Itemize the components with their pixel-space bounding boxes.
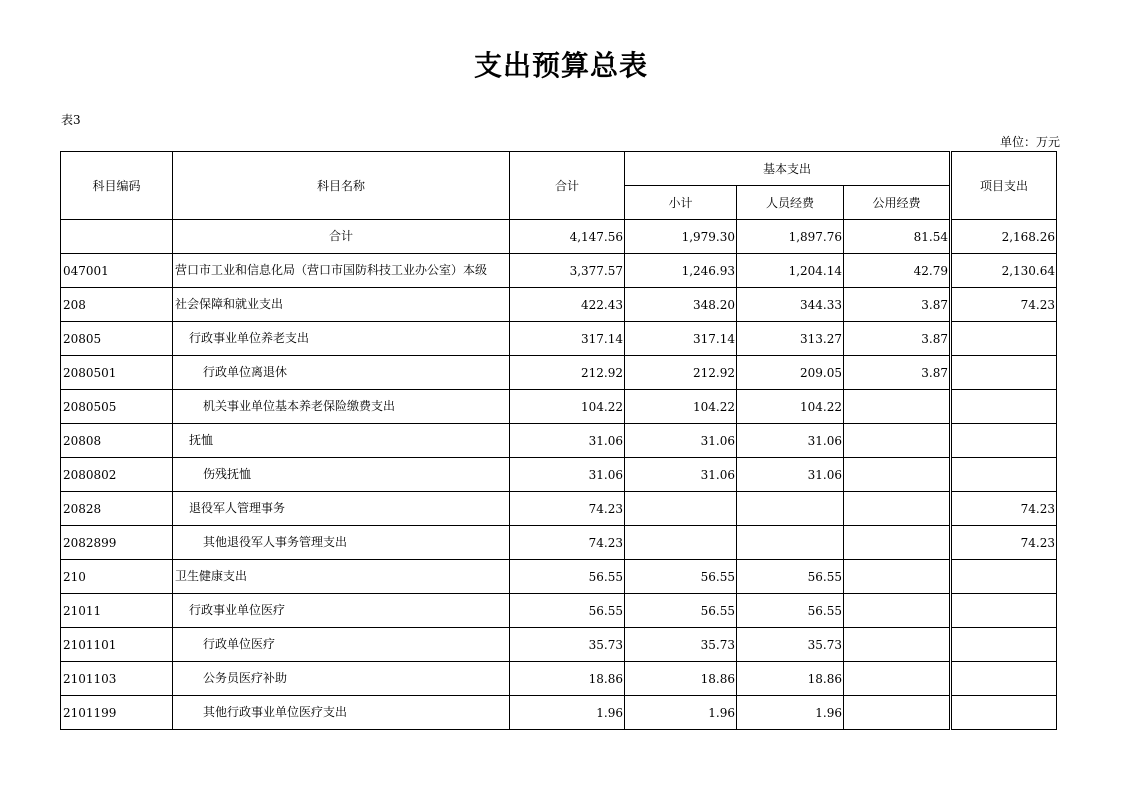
- cell-code: 2080501: [61, 356, 173, 390]
- table-row: [61, 560, 1057, 594]
- cell-total: 35.73: [510, 628, 625, 662]
- cell-code: 208: [61, 288, 173, 322]
- cell-public: 3.87: [844, 288, 951, 322]
- cell-public: [844, 424, 951, 458]
- cell-subtotal: 31.06: [625, 424, 737, 458]
- cell-name: 行政单位离退休: [173, 356, 510, 390]
- cell-public: 3.87: [844, 356, 951, 390]
- table-row: [61, 696, 1057, 730]
- cell-code: 21011: [61, 594, 173, 628]
- cell-subtotal: 1,979.30: [625, 220, 737, 254]
- cell-public: [844, 458, 951, 492]
- cell-code: 20828: [61, 492, 173, 526]
- cell-personnel: 31.06: [737, 424, 844, 458]
- cell-name: 公务员医疗补助: [173, 662, 510, 696]
- table-row: [61, 424, 1057, 458]
- cell-personnel: [737, 492, 844, 526]
- cell-name: 机关事业单位基本养老保险缴费支出: [173, 390, 510, 424]
- cell-personnel: 1,204.14: [737, 254, 844, 288]
- cell-subtotal: 212.92: [625, 356, 737, 390]
- cell-total: 56.55: [510, 560, 625, 594]
- header-total: 合计: [510, 152, 625, 220]
- cell-code: 20805: [61, 322, 173, 356]
- cell-personnel: 31.06: [737, 458, 844, 492]
- cell-public: 81.54: [844, 220, 951, 254]
- cell-project: [951, 390, 1057, 424]
- table-row: [61, 662, 1057, 696]
- cell-name: 行政单位医疗: [173, 628, 510, 662]
- header-personnel: 人员经费: [737, 186, 844, 220]
- header-public: 公用经费: [844, 186, 951, 220]
- cell-subtotal: 1,246.93: [625, 254, 737, 288]
- cell-personnel: [737, 526, 844, 560]
- cell-total: 74.23: [510, 526, 625, 560]
- table-number: 表3: [61, 113, 81, 127]
- header-project: 项目支出: [951, 152, 1057, 220]
- table-row: [61, 356, 1057, 390]
- cell-project: 2,168.26: [951, 220, 1057, 254]
- cell-total: 4,147.56: [510, 220, 625, 254]
- cell-project: 74.23: [951, 526, 1057, 560]
- cell-subtotal: 104.22: [625, 390, 737, 424]
- table-row: [61, 322, 1057, 356]
- cell-code: 2101103: [61, 662, 173, 696]
- cell-name: 抚恤: [173, 424, 510, 458]
- table-row: [61, 220, 1057, 254]
- cell-project: 74.23: [951, 492, 1057, 526]
- cell-project: [951, 594, 1057, 628]
- cell-name: 营口市工业和信息化局（营口市国防科技工业办公室）本级: [173, 254, 510, 288]
- cell-project: [951, 560, 1057, 594]
- cell-personnel: 1,897.76: [737, 220, 844, 254]
- cell-code: 210: [61, 560, 173, 594]
- cell-subtotal: 35.73: [625, 628, 737, 662]
- cell-public: 42.79: [844, 254, 951, 288]
- cell-subtotal: 18.86: [625, 662, 737, 696]
- cell-project: [951, 424, 1057, 458]
- page-title: 支出预算总表: [473, 49, 648, 82]
- cell-project: [951, 356, 1057, 390]
- table-row: [61, 492, 1057, 526]
- cell-project: 74.23: [951, 288, 1057, 322]
- cell-public: [844, 628, 951, 662]
- cell-total: 104.22: [510, 390, 625, 424]
- cell-project: [951, 458, 1057, 492]
- cell-subtotal: [625, 492, 737, 526]
- cell-total: 31.06: [510, 458, 625, 492]
- table-header: [61, 152, 1057, 220]
- cell-code: 047001: [61, 254, 173, 288]
- cell-code: 2080802: [61, 458, 173, 492]
- cell-personnel: 1.96: [737, 696, 844, 730]
- cell-name: 行政事业单位养老支出: [173, 322, 510, 356]
- header-basic: 基本支出: [625, 152, 951, 186]
- cell-total: 212.92: [510, 356, 625, 390]
- cell-code: 2082899: [61, 526, 173, 560]
- cell-personnel: 56.55: [737, 594, 844, 628]
- cell-public: [844, 526, 951, 560]
- cell-personnel: 104.22: [737, 390, 844, 424]
- cell-personnel: 313.27: [737, 322, 844, 356]
- cell-name: 伤残抚恤: [173, 458, 510, 492]
- cell-total: 317.14: [510, 322, 625, 356]
- cell-total: 3,377.57: [510, 254, 625, 288]
- cell-project: [951, 322, 1057, 356]
- cell-name: 其他退役军人事务管理支出: [173, 526, 510, 560]
- cell-code: [61, 220, 173, 254]
- cell-code: 2101199: [61, 696, 173, 730]
- cell-total: 56.55: [510, 594, 625, 628]
- cell-total: 74.23: [510, 492, 625, 526]
- cell-code: 20808: [61, 424, 173, 458]
- cell-personnel: 344.33: [737, 288, 844, 322]
- cell-public: [844, 560, 951, 594]
- cell-subtotal: 31.06: [625, 458, 737, 492]
- budget-table: [60, 151, 1057, 730]
- table-row: [61, 594, 1057, 628]
- table-row: [61, 458, 1057, 492]
- cell-name: 合计: [173, 220, 510, 254]
- cell-total: 18.86: [510, 662, 625, 696]
- cell-public: [844, 662, 951, 696]
- cell-project: 2,130.64: [951, 254, 1057, 288]
- table-row: [61, 628, 1057, 662]
- cell-subtotal: 56.55: [625, 594, 737, 628]
- cell-total: 31.06: [510, 424, 625, 458]
- cell-total: 1.96: [510, 696, 625, 730]
- cell-public: [844, 696, 951, 730]
- cell-subtotal: 56.55: [625, 560, 737, 594]
- cell-code: 2101101: [61, 628, 173, 662]
- cell-subtotal: [625, 526, 737, 560]
- header-name: 科目名称: [173, 152, 510, 220]
- cell-name: 卫生健康支出: [173, 560, 510, 594]
- cell-name: 其他行政事业单位医疗支出: [173, 696, 510, 730]
- table-row: [61, 390, 1057, 424]
- cell-name: 社会保障和就业支出: [173, 288, 510, 322]
- cell-project: [951, 628, 1057, 662]
- cell-name: 行政事业单位医疗: [173, 594, 510, 628]
- table-row: [61, 288, 1057, 322]
- cell-subtotal: 348.20: [625, 288, 737, 322]
- cell-public: [844, 594, 951, 628]
- cell-personnel: 209.05: [737, 356, 844, 390]
- cell-personnel: 35.73: [737, 628, 844, 662]
- cell-public: [844, 390, 951, 424]
- cell-personnel: 18.86: [737, 662, 844, 696]
- cell-name: 退役军人管理事务: [173, 492, 510, 526]
- cell-project: [951, 662, 1057, 696]
- cell-public: 3.87: [844, 322, 951, 356]
- cell-total: 422.43: [510, 288, 625, 322]
- header-subtotal: 小计: [625, 186, 737, 220]
- table-body: [61, 220, 1057, 730]
- table-row: [61, 254, 1057, 288]
- cell-project: [951, 696, 1057, 730]
- cell-personnel: 56.55: [737, 560, 844, 594]
- header-code: 科目编码: [61, 152, 173, 220]
- unit-label: 单位：万元: [999, 135, 1060, 149]
- cell-subtotal: 1.96: [625, 696, 737, 730]
- cell-subtotal: 317.14: [625, 322, 737, 356]
- cell-code: 2080505: [61, 390, 173, 424]
- cell-public: [844, 492, 951, 526]
- table-row: [61, 526, 1057, 560]
